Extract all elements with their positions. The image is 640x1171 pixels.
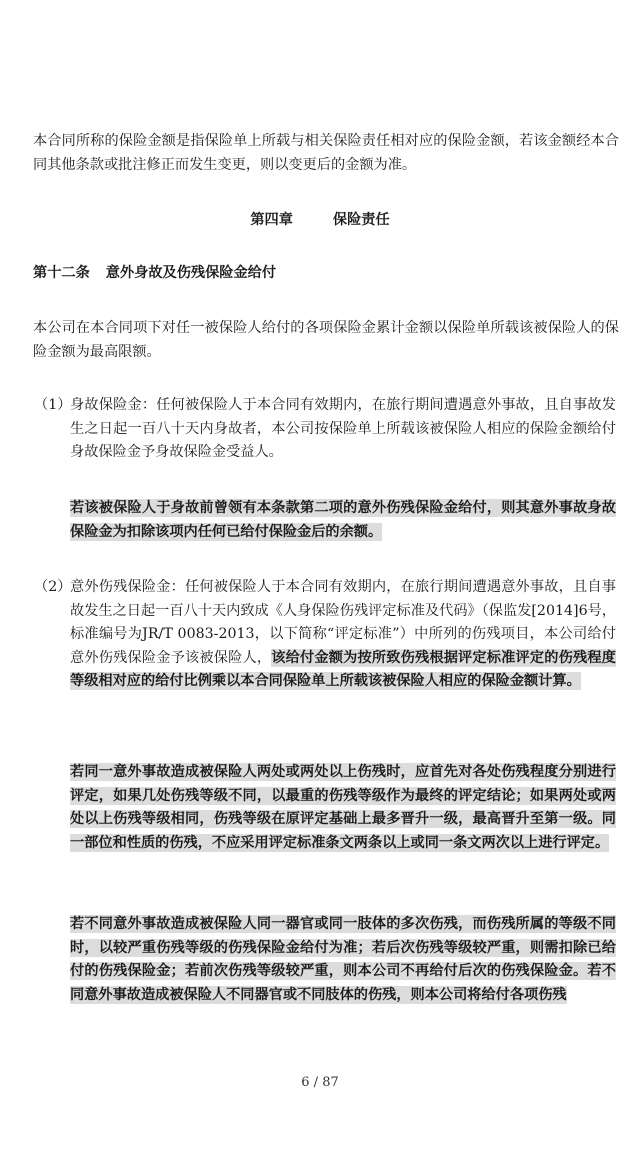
item-2-text: 意外伤残保险金：任何被保险人于本合同有效期内，在旅行期间遭遇意外事故，且自事故发生之日起一百八十天内致成《人身保险伤残评定标准及代码》（保监发[2014]6号，标准编号为JR/T 0083-2013，以下简称“评定标准”）中所列的伤残项目，本公司给付意外伤残保险金予该被保险人， — [70, 579, 616, 666]
chapter-number: 第四章 — [250, 212, 293, 228]
page-separator: / — [313, 1075, 319, 1090]
chapter-title: 保险责任 — [332, 212, 390, 228]
item-1-text: 身故保险金：任何被保险人于本合同有效期内，在旅行期间遭遇意外事故，且自事故发生之日起一百八十天内身故者，本公司按保险单上所载该被保险人相应的保险金额给付身故保险金予身故保险金受益人。 — [70, 397, 616, 460]
intro-paragraph: 本合同所称的保险金额是指保险单上所载与相关保险责任相对应的保险金额，若该金额经本合同其他条款或批注修正而发生变更，则以变更后的金额为准。 — [33, 133, 619, 173]
item-2-highlight: 该给付金额为按所致伤残根据评定标准评定的伤残程度等级相对应的给付比例乘以本合同保险单上所载该被保险人相应的保险金额计算。 — [70, 649, 616, 689]
page-current: 6 — [301, 1075, 310, 1090]
chapter-heading — [0, 209, 640, 229]
item-2-diff-text: 若不同意外事故造成被保险人同一器官或同一肢体的多次伤残，而伤残所属的等级不同时，以较严重伤残等级的伤残保险金给付为准；若后次伤残等级较严重，则需扣除已给付的伤残保险金；若前次伤残等级较严重，则本公司不再给付后次的伤残保险金。若不同意外事故造成被保险人不同器官或不同肢体的伤残，则本公司将给付各项伤残 — [70, 916, 616, 1003]
item-2-number: （2） — [34, 579, 72, 595]
item-1-number: （1） — [34, 397, 72, 413]
item-1-paragraph — [34, 394, 616, 465]
item-2-multi-paragraph — [70, 761, 616, 855]
limit-paragraph: 本公司在本合同项下对任一被保险人给付的各项保险金累计金额以保险单所载该被保险人的保险金额为最高限额。 — [33, 320, 619, 360]
article-number: 第十二条 — [33, 265, 90, 281]
page-number — [0, 1075, 640, 1090]
item-1-highlight-paragraph — [70, 497, 616, 544]
page-total: 87 — [322, 1075, 339, 1090]
item-2-diff-paragraph — [70, 913, 616, 1007]
item-2-paragraph — [34, 576, 616, 694]
item-2-multi-text: 若同一意外事故造成被保险人两处或两处以上伤残时，应首先对各处伤残程度分别进行评定，如果几处伤残等级不同，以最重的伤残等级作为最终的评定结论；如果两处或两处以上伤残等级相同，伤残等级在原评定基础上最多晋升一级，最高晋升至第一级。同一部位和性质的伤残，不应采用评定标准条文两条以上或同一条文两次以上进行评定。 — [70, 764, 616, 851]
article-heading — [33, 262, 276, 282]
article-title: 意外身故及伤残保险金给付 — [105, 265, 277, 281]
item-1-highlight: 若该被保险人于身故前曾领有本条款第二项的意外伤残保险金给付，则其意外事故身故保险金为扣除该项内任何已给付保险金后的余额。 — [70, 500, 616, 540]
